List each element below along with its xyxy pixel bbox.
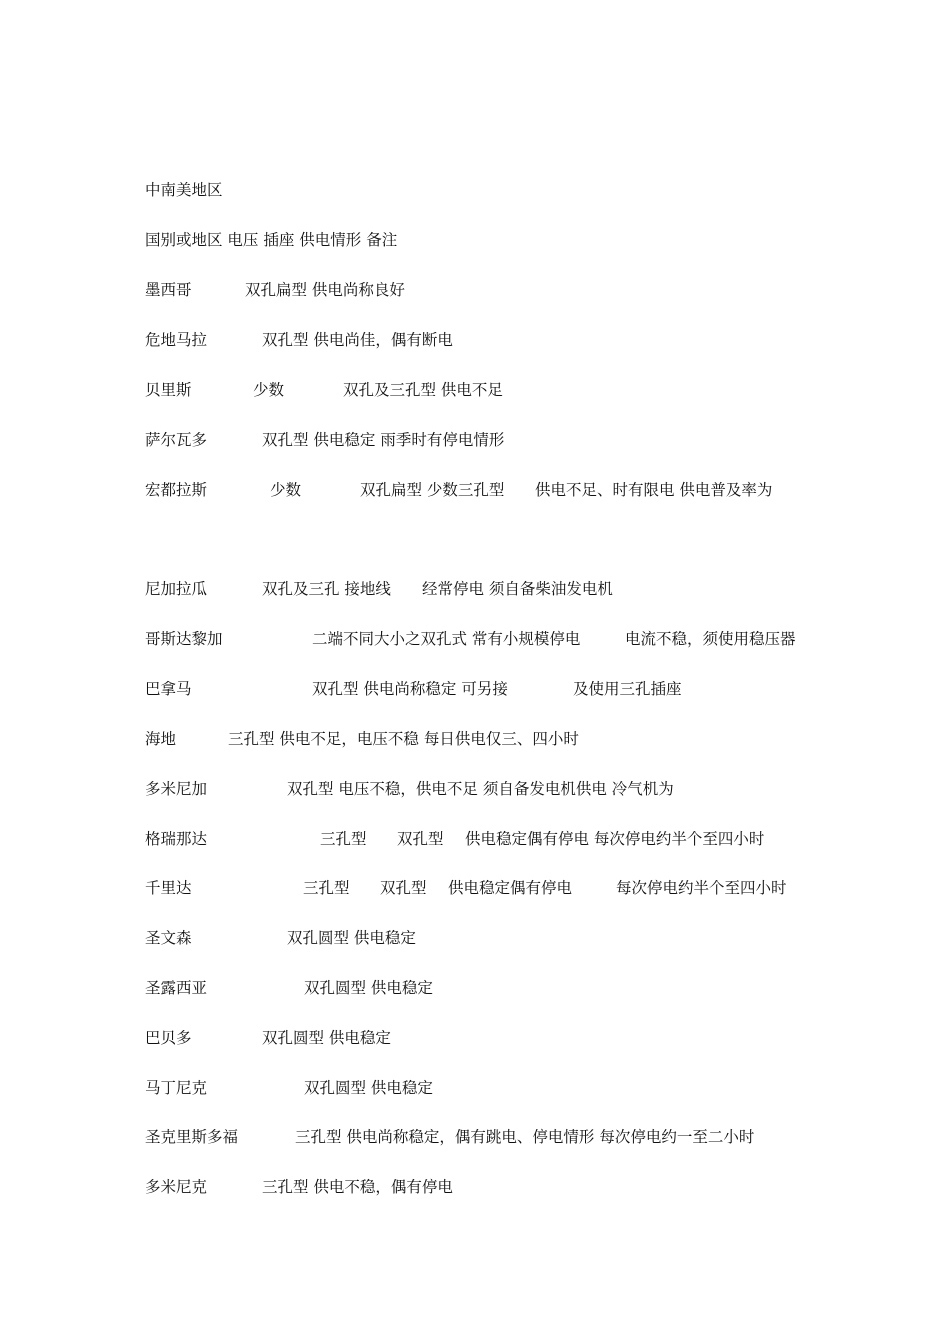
country-name: 宏都拉斯 bbox=[145, 481, 208, 499]
row-text: 三孔型 供电不足，电压不稳 每日供电仅三、四小时 bbox=[228, 730, 579, 748]
row-text: 三孔型 供电尚称稳定，偶有跳电、停电情形 每次停电约一至二小时 bbox=[295, 1128, 755, 1146]
country-name: 圣克里斯多福 bbox=[145, 1128, 239, 1146]
row-text: 双孔圆型 供电稳定 bbox=[304, 1079, 433, 1097]
country-name: 马丁尼克 bbox=[145, 1079, 208, 1097]
row-text: 双孔及三孔 接地线 bbox=[262, 580, 391, 598]
country-name: 哥斯达黎加 bbox=[145, 630, 223, 648]
country-name: 海地 bbox=[145, 730, 177, 748]
row-text: 双孔圆型 供电稳定 bbox=[262, 1029, 391, 1047]
row-text: 三孔型 供电不稳，偶有停电 bbox=[262, 1178, 453, 1196]
row-text: 双孔型 供电尚佳，偶有断电 bbox=[262, 331, 453, 349]
country-name: 圣文森 bbox=[145, 929, 192, 947]
row-text: 二端不同大小之双孔式 常有小规模停电 bbox=[312, 630, 581, 648]
country-name: 多米尼加 bbox=[145, 780, 208, 798]
row-text: 三孔型 bbox=[303, 879, 350, 897]
row-text: 供电稳定偶有停电 每次停电约半个至四小时 bbox=[465, 830, 765, 848]
row-text: 双孔型 供电尚称稳定 可另接 bbox=[312, 680, 508, 698]
row-text: 双孔型 bbox=[380, 879, 427, 897]
row-text: 双孔型 供电稳定 雨季时有停电情形 bbox=[262, 431, 505, 449]
row-text: 双孔扁型 供电尚称良好 bbox=[245, 281, 405, 299]
country-name: 巴拿马 bbox=[145, 680, 192, 698]
row-text: 供电不足、时有限电 供电普及率为 bbox=[535, 481, 773, 499]
country-name: 尼加拉瓜 bbox=[145, 580, 208, 598]
row-text: 双孔及三孔型 供电不足 bbox=[343, 381, 503, 399]
row-text: 双孔型 bbox=[397, 830, 444, 848]
row-text: 经常停电 须自备柴油发电机 bbox=[422, 580, 613, 598]
document-page: 中南美地区 国别或地区 电压 插座 供电情形 备注 墨西哥 双孔扁型 供电尚称良好 危地马拉 双孔型 供电尚佳，偶有断电 贝里斯 少数 双孔及三孔型 供电不足 萨尔瓦多 双孔型 供电稳定 雨季时有停电情形 宏都拉斯 少数 双孔扁型 少数三孔型 供电不足、时有限电 供电普及率为 尼加拉瓜 双孔及三孔 接地线 经常停电 须自备柴油发电机 哥斯达黎加 二端不同大小之双孔式 常有小规模停电 电流不稳，须使用稳压器 巴拿马 双孔型 供电尚称稳定 可另接 及使用三孔插座 海地 三孔型 供电不足，电压不稳 每日供电仅三、四小时 多米尼加 双孔型 电压不稳，供电不足 须自备发电机供电 冷气机为 格瑞那达 三孔型 双孔型 供电稳定偶有停电 每次停电约半个至四小时 千里达 三孔型 双孔型 供电稳定偶有停电 每次停电约半个至四小时 圣文森 双孔圆型 供电稳定 圣露西亚 双孔圆型 供电稳定 巴贝多 双孔圆型 供电稳定 马丁尼克 双孔圆型 供电稳定 圣克里斯多福 三孔型 供电尚称稳定，偶有跳电、停电情形 每次停电约一至二小时 多米尼克 三孔型 供电不稳，偶有停电 bbox=[0, 0, 950, 1344]
row-text: 电流不稳，须使用稳压器 bbox=[625, 630, 796, 648]
country-name: 贝里斯 bbox=[145, 381, 192, 399]
country-name: 格瑞那达 bbox=[145, 830, 208, 848]
row-text: 双孔扁型 少数三孔型 bbox=[360, 481, 505, 499]
country-name: 多米尼克 bbox=[145, 1178, 208, 1196]
country-name: 墨西哥 bbox=[145, 281, 192, 299]
row-text: 三孔型 bbox=[320, 830, 367, 848]
row-text: 双孔圆型 供电稳定 bbox=[287, 929, 416, 947]
row-text: 少数 bbox=[253, 381, 285, 399]
row-text: 及使用三孔插座 bbox=[573, 680, 682, 698]
country-name: 危地马拉 bbox=[145, 331, 208, 349]
row-text: 双孔型 电压不稳，供电不足 须自备发电机供电 冷气机为 bbox=[287, 780, 674, 798]
country-name: 千里达 bbox=[145, 879, 192, 897]
row-text: 每次停电约半个至四小时 bbox=[616, 879, 787, 897]
row-text: 供电稳定偶有停电 bbox=[448, 879, 573, 897]
row-text: 双孔圆型 供电稳定 bbox=[304, 979, 433, 997]
country-name: 圣露西亚 bbox=[145, 979, 208, 997]
country-name: 萨尔瓦多 bbox=[145, 431, 208, 449]
row-text: 少数 bbox=[270, 481, 302, 499]
country-name: 巴贝多 bbox=[145, 1029, 192, 1047]
